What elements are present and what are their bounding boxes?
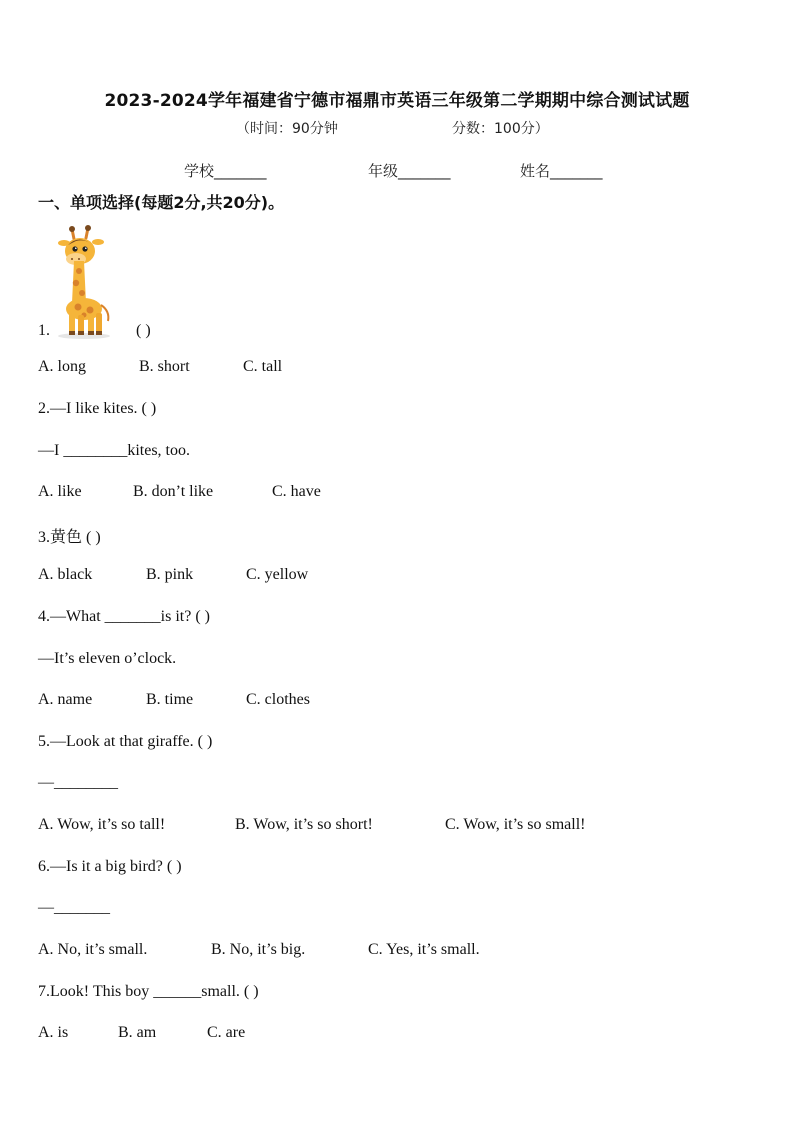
q1-option-c: C. tall	[243, 358, 283, 375]
q4-option-a: A. name	[38, 691, 93, 708]
q2-option-a: A. like	[38, 483, 82, 500]
school-field: 学校_______	[184, 162, 267, 180]
q3-option-a: A. black	[38, 566, 93, 583]
q1-option-a: A. long	[38, 358, 86, 375]
name-field: 姓名_______	[520, 162, 603, 180]
q6-option-c: C. Yes, it’s small.	[368, 941, 480, 958]
question-3-stem: 3.黄色 ( )	[38, 529, 101, 546]
q4-option-b: B. time	[146, 691, 194, 708]
question-2-reply: —I ________kites, too.	[38, 442, 190, 459]
q2-option-b: B. don’t like	[133, 483, 214, 500]
grade-field: 年级_______	[368, 162, 451, 180]
question-6-reply: —_______	[38, 899, 110, 916]
question-1-blank: ( )	[136, 322, 151, 339]
score-label: 分数：100分）	[452, 121, 549, 137]
q3-option-c: C. yellow	[246, 566, 309, 583]
q4-option-c: C. clothes	[246, 691, 310, 708]
giraffe-image	[54, 225, 114, 340]
q7-option-b: B. am	[118, 1024, 157, 1041]
q2-option-c: C. have	[272, 483, 321, 500]
time-label: （时间：90分钟	[236, 121, 338, 137]
question-6-stem: 6.—Is it a big bird? ( )	[38, 858, 182, 875]
question-2-stem: 2.—I like kites. ( )	[38, 400, 157, 417]
q5-option-b: B. Wow, it’s so short!	[235, 816, 373, 833]
q6-option-b: B. No, it’s big.	[211, 941, 306, 958]
question-7-stem: 7.Look! This boy ______small. ( )	[38, 983, 259, 1000]
q1-option-b: B. short	[139, 358, 190, 375]
q5-option-a: A. Wow, it’s so tall!	[38, 816, 166, 833]
question-5-stem: 5.—Look at that giraffe. ( )	[38, 733, 213, 750]
q3-option-b: B. pink	[146, 566, 194, 583]
q6-option-a: A. No, it’s small.	[38, 941, 148, 958]
exam-title: 2023-2024学年福建省宁德市福鼎市英语三年级第二学期期中综合测试试题	[104, 91, 690, 111]
question-1-number: 1.	[38, 322, 50, 339]
q5-option-c: C. Wow, it’s so small!	[445, 816, 586, 833]
question-4-stem: 4.—What _______is it? ( )	[38, 608, 210, 625]
section-heading: 一、单项选择(每题2分,共20分)。	[38, 193, 285, 212]
question-4-reply: —It’s eleven o’clock.	[38, 650, 177, 667]
q7-option-c: C. are	[207, 1024, 246, 1041]
q7-option-a: A. is	[38, 1024, 69, 1041]
question-5-reply: —________	[38, 774, 118, 791]
